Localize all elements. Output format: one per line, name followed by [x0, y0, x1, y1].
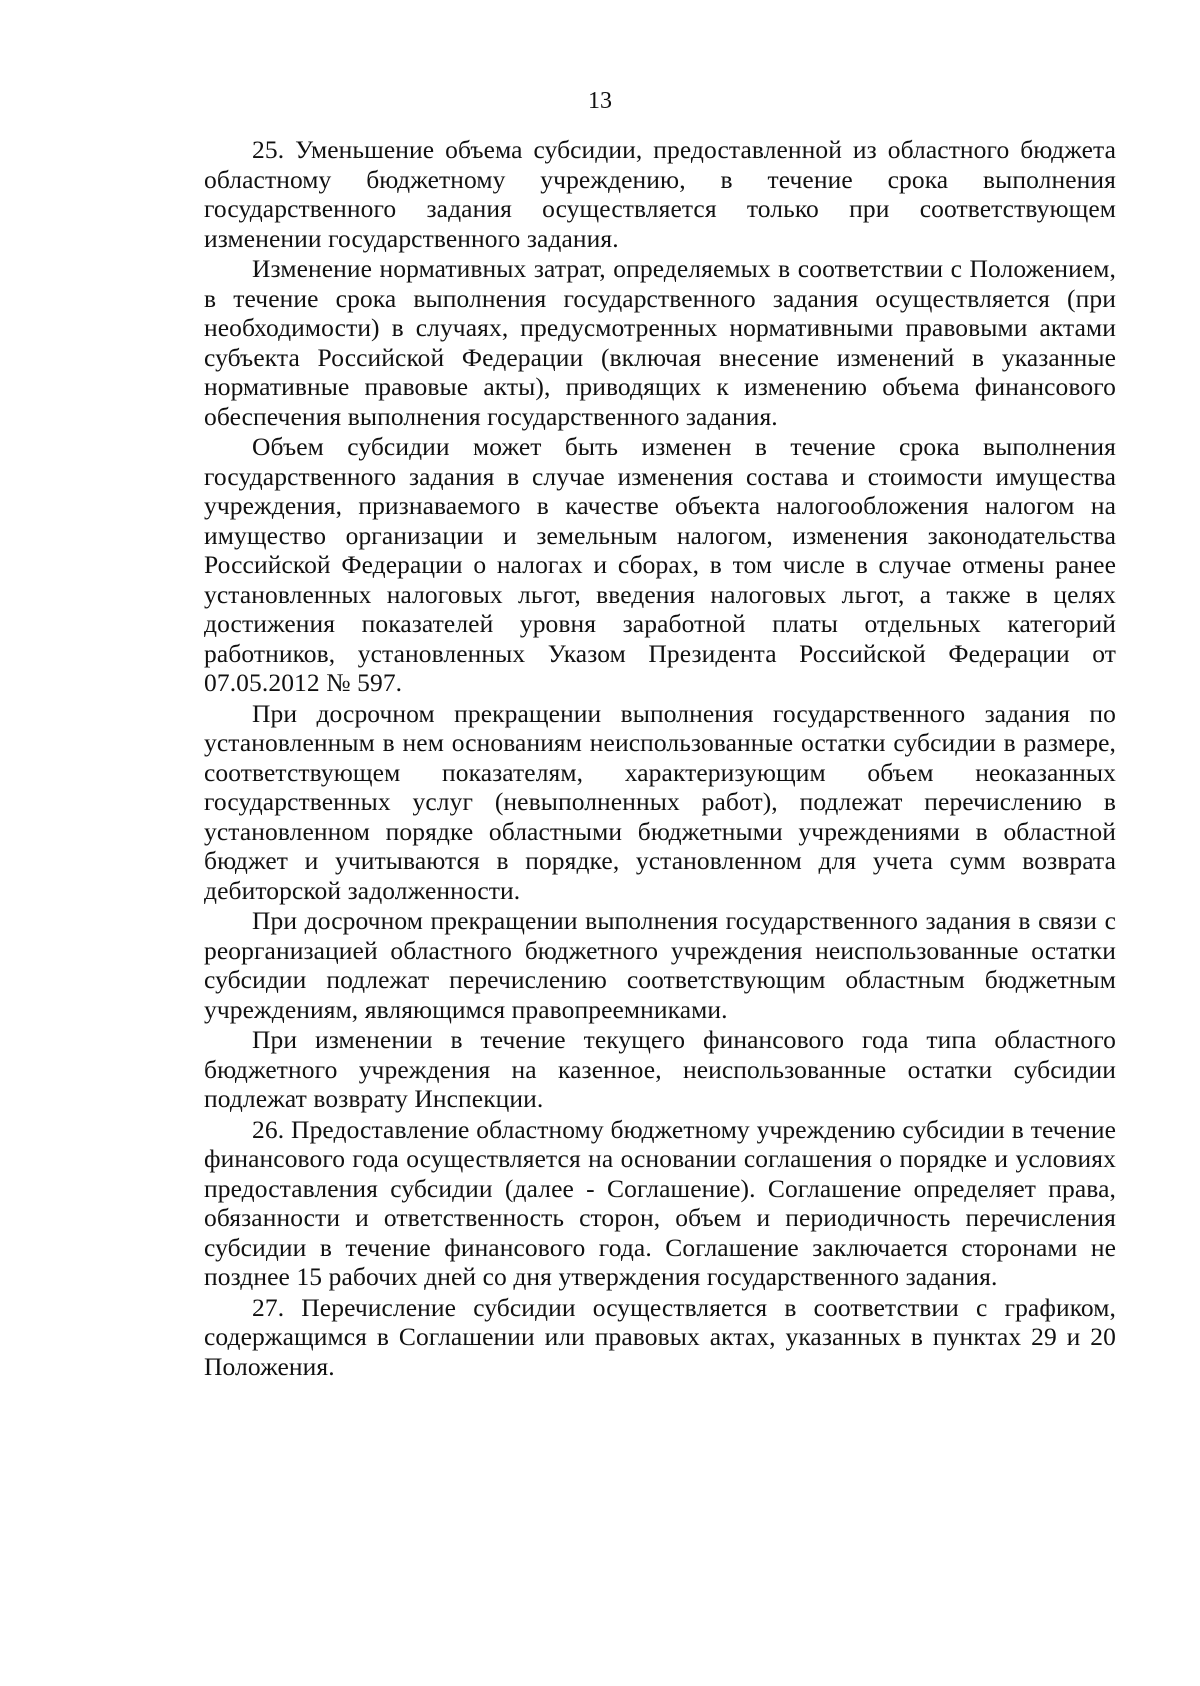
paragraph-25: 25. Уменьшение объема субсидии, предоставленной из областного бюджета областному бюджетному учреждению, в течение срока выполнения государственного задания осуществляется только при соответствующем изменении государственного задания.	[204, 135, 1116, 253]
paragraph-reorganization: При досрочном прекращении выполнения государственного задания в связи с реорганизацией областного бюджетного учреждения неиспользованные остатки субсидии подлежат перечислению соответствующим областным бюджетным учреждениям, являющимся правопреемниками.	[204, 906, 1116, 1024]
page-number: 13	[588, 88, 612, 114]
paragraph-early-termination: При досрочном прекращении выполнения государственного задания по установленным в нем основаниям неиспользованные остатки субсидии в размере, соответствующем показателям, характеризующим объем неоказанных государственных услуг (невыполненных работ), подлежат перечислению в установленном порядке областными бюджетными учреждениями в областной бюджет и учитываются в порядке, установленном для учета сумм возврата дебиторской задолженности.	[204, 698, 1116, 905]
paragraph-type-change: При изменении в течение текущего финансового года типа областного бюджетного учреждения на казенное, неиспользованные остатки субсидии подлежат возврату Инспекции.	[204, 1025, 1116, 1113]
document-body	[204, 135, 1116, 1382]
paragraph-subsidy-volume-change: Объем субсидии может быть изменен в течение срока выполнения государственного задания в случае изменения состава и стоимости имущества учреждения, признаваемого в качестве объекта налогообложения налогом на имущество организации и земельным налогом, изменения законодательства Российской Федерации о налогах и сборах, в том числе в случае отмены ранее установленных налоговых льгот, введения налоговых льгот, а также в целях достижения показателей уровня заработной платы отдельных категорий работников, установленных Указом Президента Российской Федерации от 07.05.2012 № 597.	[204, 432, 1116, 697]
paragraph-27: 27. Перечисление субсидии осуществляется в соответствии с графиком, содержащимся в Соглашении или правовых актах, указанных в пунктах 29 и 20 Положения.	[204, 1292, 1116, 1381]
paragraph-normative-costs: Изменение нормативных затрат, определяемых в соответствии с Положением, в течение срока выполнения государственного задания осуществляется (при необходимости) в случаях, предусмотренных нормативными правовыми актами субъекта Российской Федерации (включая внесение изменений в указанные нормативные правовые акты), приводящих к изменению объема финансового обеспечения выполнения государственного задания.	[204, 254, 1116, 431]
paragraph-26: 26. Предоставление областному бюджетному учреждению субсидии в течение финансового года осуществляется на основании соглашения о порядке и условиях предоставления субсидии (далее - Соглашение). Соглашение определяет права, обязанности и ответственность сторон, объем и периодичность перечисления субсидии в течение финансового года. Соглашение заключается сторонами не позднее 15 рабочих дней со дня утверждения государственного задания.	[204, 1114, 1116, 1291]
